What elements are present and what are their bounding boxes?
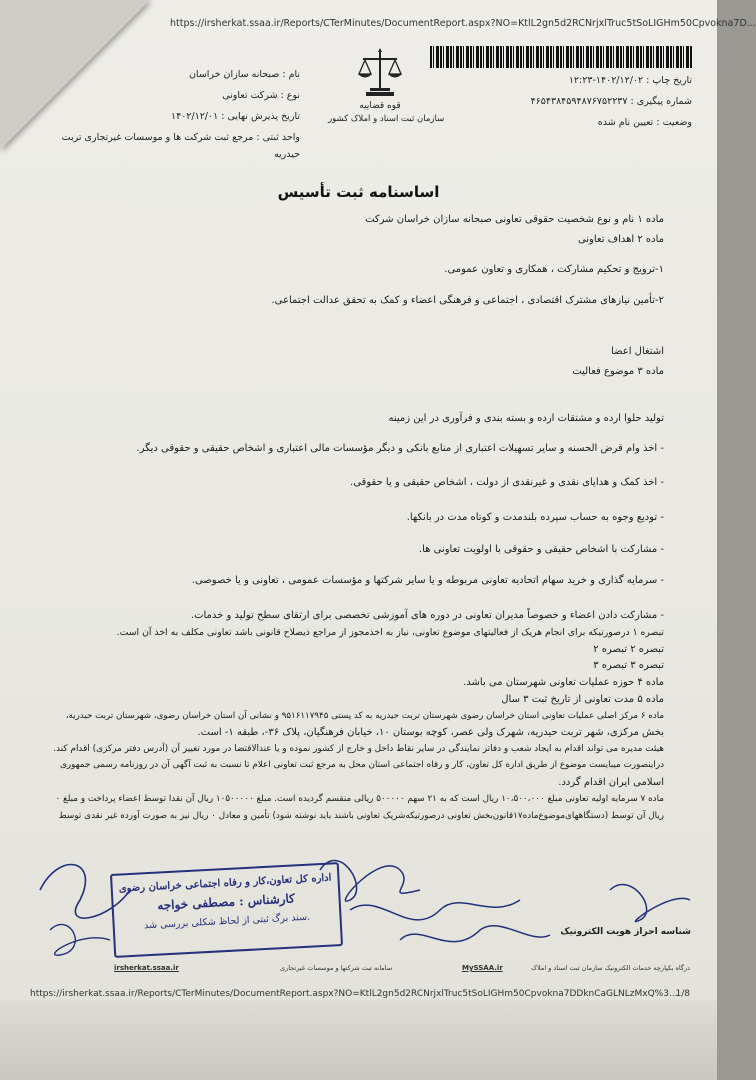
signature-right (610, 884, 690, 921)
body-line: ماده ۷ سرمایه اولیه تعاونی مبلغ ۱۰،۵۰۰،۰۰۰ ریال است که به ۲۱ سهم ۵۰۰۰۰۰ ریالی منقسم گردیده است. مبلغ ۱۰۵۰۰۰۰۰ ریال آن نقدا توسط اعضاء پرداخت و مبلغ ۰ (55, 794, 664, 804)
body-line: - مشارکت با اشخاص حقیقی و حقوقی با اولویت تعاونی ها. (418, 544, 664, 555)
body-line: تبصره ۱ درصورتیکه برای انجام هریک از فعالیتهای موضوع تعاونی، نیاز به اخذمجوز از مراجع ذیصلاح قانونی باشد تعاونی مکلف به اخذ آن است. (116, 627, 664, 638)
body-line: - اخذ کمک و هدایای نقدی و غیرنقدی از دولت ، اشخاص حقیقی و یا حقوقی. (350, 477, 664, 488)
body-line: هیئت مدیره می تواند اقدام به ایجاد شعب و دفاتر نمایندگی در سایر نقاط داخل و خارج از کشور نموده و یا عندالاقتضا در مورد تغییر آن (آدرس دفتر مرکزی) اقدام کند. (53, 744, 664, 754)
body-line: ماده ۵ مدت تعاونی از تاریخ ثبت ۳ سال (501, 694, 664, 705)
body-line: ماده ۳ موضوع فعالیت (572, 366, 664, 377)
body-line: ماده ۱ نام و نوع شخصیت حقوقی تعاونی صبحانه سازان خراسان شرکت (365, 214, 664, 225)
footer-site-right[interactable]: MySSAA.ir (462, 964, 503, 972)
browser-url-bottom[interactable]: https://irsherkat.ssaa.ir/Reports/CTerMinutes/DocumentReport.aspx?NO=KtlL2gn5d2RCNrjxlTruc5tSoLIGHm50Cpvokna7DDknCaGLNLzMxQ%3... (30, 989, 678, 999)
electronic-id-label: شناسه احراز هویت الکترونیک (560, 927, 691, 937)
emblem-top-text: قوه قضاییه (359, 101, 401, 111)
body-line: - سرمایه گذاری و خرید سهام اتحادیه تعاونی مربوطه و یا سایر شرکتها و مؤسسات عمومی ، تعاونی و یا خصوصی. (191, 575, 664, 586)
emblem-bottom-text: سازمان ثبت اسناد و املاک کشور (328, 114, 445, 124)
stamp-line-2: کارشناس : مصطفی خواجه (156, 891, 296, 913)
stamp-line-3: سند برگ ثبتی از لحاظ شکلی بررسی شد. (143, 911, 311, 932)
company-name: نام : صبحانه سازان خراسان (188, 69, 300, 80)
official-stamp (110, 862, 343, 958)
footer-site-left[interactable]: irsherkat.ssaa.ir (114, 964, 179, 972)
body-line: - اخذ وام قرض الحسنه و سایر تسهیلات اعتباری از منابع بانکی و دیگر مؤسسات مالی اعتباری و اشخاص حقیقی و حقوقی دیگر. (136, 443, 664, 454)
body-line: دراینصورت میبایست موضوع از طریق اداره کل تعاون، کار و رفاه اجتماعی استان محل به مرجع ثبت تعاونی اعلام تا نسبت به ثبت آگهی آن در روزنامه رسمی جمهوری (60, 760, 664, 770)
body-line: تولید حلوا ارده و مشتقات ارده و بسته بندی و فرآوری در این زمینه (388, 413, 664, 424)
body-line: اسلامی ایران اقدام گردد. (558, 777, 664, 788)
page-title: اساسنامه ثبت تأسیس (277, 183, 440, 201)
registry-unit: واحد ثبتی : مرجع ثبت شرکت ها و موسسات غیرتجاری تربت حیدریه (61, 132, 300, 160)
body-line: ماده ۲ اهداف تعاونی (577, 234, 664, 245)
body-line: - تودیع وجوه به حساب سپرده بلندمدت و کوتاه مدت در بانکها. (406, 512, 664, 523)
body-line: بخش مرکزی، شهر تربت حیدریه، شهرک ولی عصر، کوچه بوستان ۱۰، خیابان فرهنگیان، پلاک ۳۶-، طبقه ۱- است. (197, 727, 664, 738)
print-date: تاریخ چاپ : ۱۴۰۲/۱۲/۰۲-۱۲:۲۳ (568, 75, 692, 86)
company-type: نوع : شرکت تعاونی (222, 90, 300, 101)
browser-footer (30, 989, 690, 999)
body-line: - مشارکت دادن اعضاء و خصوصاً مدیران تعاونی در دوره های آموزشی تخصصی برای ارتقای سطح تولید و خدمات. (190, 610, 664, 621)
body-line: تبصره ۳ تبصره ۳ (593, 660, 664, 671)
signature-center-bottom (400, 926, 550, 942)
body-line: ماده ۶ مرکز اصلی عملیات تعاونی استان خراسان رضوی شهرستان تربت حیدریه به کد پستی ۹۵۱۶۱۱۷۹۴۵ و نشانی آن استان خراسان رضوی، شهرستان تربت حیدریه، (65, 711, 664, 721)
body-line: تبصره ۲ تبصره ۲ (593, 644, 664, 655)
stamp-line-1: اداره کل تعاون،کار و رفاه اجتماعی خراسان رضوی (118, 872, 332, 895)
body-line: ریال آن توسط (دستگاههای‌موضوع‌ماده‌۱۷قانون‌بخش تعاونی درصورتیکه‌شریک تعاونی باشند باید نوشته شود) تأمین و معادل ۰ ریال نیز به صورت آورده غیر نقدی توسط (58, 811, 664, 821)
footer-center-text: سامانه ثبت شرکتها و موسسات غیرتجاری (280, 964, 393, 972)
body-line: اشتغال اعضا (611, 346, 664, 357)
status: وضعیت : تعیین نام شده (597, 117, 692, 128)
tracking-number: شماره پیگیری : ۴۶۵۴۳۸۴۵۹۴۸۷۶۷۵۲۲۳۷ (530, 96, 692, 107)
page-bottom-shadow (0, 1000, 717, 1080)
body-line: ۲-تأمین نیازهای مشترک اقتصادی ، اجتماعی و فرهنگی اعضاء و کمک به تحقق عدالت اجتماعی. (271, 295, 664, 306)
browser-url-top[interactable]: https://irsherkat.ssaa.ir/Reports/CTerMinutes/DocumentReport.aspx?NO=KtlL2gn5d2RCNrjxlTruc5tSoLIGHm50Cpvokna7D... (170, 18, 756, 29)
page-indicator: 1/8 (675, 989, 690, 999)
body-line: ۱-ترویج و تحکیم مشارکت ، همکاری و تعاون عمومی. (444, 264, 664, 275)
body-line: ماده ۴ حوزه عملیات تعاونی شهرستان می باشد. (463, 677, 664, 688)
page-footer (110, 964, 690, 978)
final-accept-date: تاریخ پذیرش نهایی : ۱۴۰۲/۱۲/۰۱ (170, 111, 300, 122)
footer-right-text: درگاه یکپارچه خدمات الکترونیک سازمان ثبت اسناد و املاک (531, 964, 690, 972)
